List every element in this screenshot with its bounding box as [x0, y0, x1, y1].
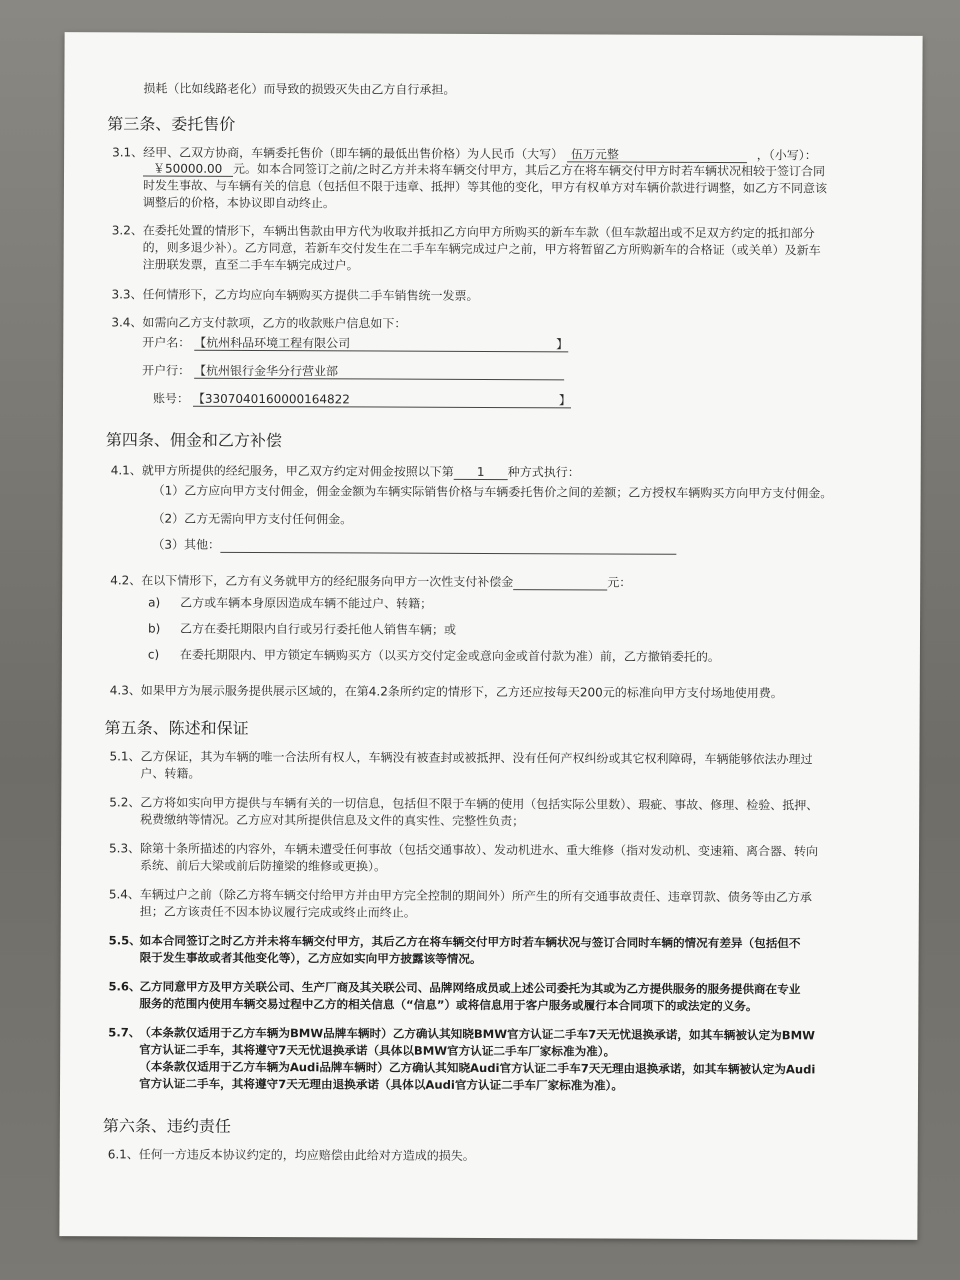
clause-4-3-text: 如果甲方为展示服务提供展示区域的，在第4.2条所约定的情形下，乙方还应按每天200元的标准向甲方支付场地使用费。	[140, 683, 783, 701]
bank-branch-value: 杭州银行金华分行营业部	[205, 363, 339, 379]
article-6-heading: 第六条、违约责任	[102, 1116, 231, 1136]
clause-3-1-line-3: 时发生事故、与车辆有关的信息（包括但不限于违章、抵押）等其他的变化，甲方有权单方对车辆价款进行调整，如乙方不同意该	[142, 178, 828, 196]
clause-5-7-number: 5.7、	[108, 1025, 141, 1040]
clause-4-2-lead: 在以下情形下，乙方有义务就甲方的经纪服务向甲方一次性支付补偿金	[141, 573, 514, 590]
clause-5-1-line-1: 乙方保证，其为车辆的唯一合法所有权人，车辆没有被查封或被抵押、没有任何产权纠纷或其它权利障碍，车辆能够依法办理过	[140, 749, 813, 767]
clause-6-1-text: 任何一方违反本协议约定的，均应赔偿由此给对方造成的损失。	[138, 1147, 475, 1163]
clause-3-3-number: 3.3、	[111, 287, 143, 302]
price-in-figures: ￥50000.00	[143, 160, 233, 176]
clause-5-6-line-1: 乙方同意甲方及甲方关联公司、生产厂商及其关联公司、品牌网络成员或上述公司委托为其或为乙方提供服务的服务提供商在专业	[139, 979, 801, 997]
article-4-heading: 第四条、佣金和乙方补偿	[105, 430, 282, 451]
clause-5-2-line-1: 乙方将如实向甲方提供与车辆有关的一切信息，包括但不限于车辆的使用（包括实际公里数）、瑕疵、事故、修理、检验、抵押、	[140, 795, 819, 813]
clause-3-3-text: 任何情形下，乙方均应向车辆购买方提供二手车销售统一发票。	[142, 287, 479, 303]
condition-a-text: 乙方或车辆本身原因造成车辆不能过户、转籍；	[180, 595, 433, 611]
bank-account-name-value: 杭州科品环境工程有限公司	[206, 335, 351, 351]
clause-5-6-number: 5.6、	[108, 979, 141, 994]
clause-3-1-cont: 元。如本合同签订之前/之时乙方并未将车辆交付甲方，其后乙方在将车辆交付甲方时若车辆状况相较于签订合同	[233, 161, 826, 179]
commission-option-3	[152, 537, 676, 555]
clause-5-1-line-2: 户、转籍。	[140, 766, 201, 781]
article-3-heading: 第三条、委托售价	[107, 114, 236, 134]
clause-3-2-number: 3.2、	[111, 223, 143, 238]
condition-b-label: b)	[147, 621, 161, 636]
commission-option-3-label: （3）其他：	[152, 537, 221, 552]
clause-3-4-text: 如需向乙方支付款项，乙方的收款账户信息如下：	[142, 315, 407, 331]
clause-3-2-line-3: 注册联发票，直至二手车车辆完成过户。	[142, 257, 359, 273]
clause-5-1-number: 5.1、	[109, 749, 141, 764]
clause-4-1-number: 4.1、	[110, 463, 142, 478]
clause-5-7-line-3: （本条款仅适用于乙方车辆为Audi品牌车辆时）乙方确认其知晓Audi官方认证二手车7天无理由退换承诺，如其车辆被认定为Audi	[139, 1059, 816, 1077]
clause-3-1-line-2	[143, 160, 825, 179]
clause-5-3-line-2: 系统、前后大梁或前后防撞梁的维修或更换）。	[139, 858, 387, 874]
clause-5-2-line-2: 税费缴纳等情况。乙方应对其所提供信息及文件的真实性、完整性负责；	[140, 812, 525, 829]
clause-3-1-line-4: 调整后的价格，本协议即自动终止。	[142, 195, 335, 211]
clause-5-6-line-2: 服务的范围内使用车辆交易过程中乙方的相关信息（“信息”）或将信息用于客户服务或履行本合同项下的或法定的义务。	[139, 996, 758, 1014]
clause-5-4-line-2: 担；乙方该责任不因本协议履行完成或终止而终止。	[139, 904, 416, 920]
clause-5-4-line-1: 车辆过户之前（除乙方将车辆交付给甲方并由甲方完全控制的期间外）所产生的所有交通事故责任、违章罚款、债务等由乙方承	[139, 887, 812, 905]
clause-3-2-line-2: 的，则多退少补）。乙方同意，若新车交付发生在二手车车辆完成过户之前，甲方将暂留乙方所购新车的合格证（或关单）及新车	[142, 240, 821, 258]
compensation-amount-blank	[513, 574, 607, 590]
condition-c-text: 在委托期限内、甲方锁定车辆购买方（以买方交付定金或意向金或首付款为准）前，乙方撤销委托的。	[179, 647, 720, 664]
clause-3-1-lower-label: ，（小写）：	[756, 148, 817, 163]
price-in-words: 伍万元整	[567, 146, 747, 163]
commission-option-1: （1）乙方应向甲方支付佣金，佣金金额为车辆实际销售价格与车辆委托售价之间的差额；乙方授权车辆购买方向甲方支付佣金。	[152, 483, 833, 501]
condition-a-label: a)	[148, 595, 161, 610]
bank-branch-field: 【杭州银行金华分行营业部	[194, 363, 564, 381]
clause-4-1-tail: 种方式执行：	[507, 465, 580, 480]
bank-account-number-field: 【3307040160000164822 】	[192, 391, 571, 408]
clause-3-4-number: 3.4、	[111, 315, 143, 330]
clause-5-5-line-2: 限于发生事故或者其他变化等），乙方应如实向甲方披露该等情况。	[139, 950, 482, 966]
article-5-heading: 第五条、陈述和保证	[104, 718, 249, 738]
clause-4-1-lead: 就甲方所提供的经纪服务，甲乙双方约定对佣金按照以下第	[141, 463, 454, 479]
bank-account-name-field: 【杭州科品环境工程有限公司 】	[194, 335, 569, 352]
clause-5-5-number: 5.5、	[108, 933, 141, 948]
bank-account-name-row	[142, 334, 568, 352]
bank-branch-row	[142, 362, 564, 380]
bank-account-name-label: 开户名：	[142, 335, 191, 350]
clause-5-7-line-2: 官方认证二手车，其将遵守7天无忧退换承诺（具体以BMW官方认证二手车厂家标准为准）。	[139, 1042, 616, 1059]
clause-5-5-line-1: 如本合同签订之时乙方并未将车辆交付甲方，其后乙方在将车辆交付甲方时若车辆状况与签订合同时车辆的情况有差异（包括但不	[139, 933, 801, 951]
commission-option-2: （2）乙方无需向甲方支付任何佣金。	[152, 511, 353, 527]
clause-5-7-line-1: （本条款仅适用于乙方车辆为BMW品牌车辆时）乙方确认其知晓BMW官方认证二手车7天无忧退换承诺，如其车辆被认定为BMW	[139, 1025, 815, 1043]
clause-3-2-line-1: 在委托处置的情形下，车辆出售款由甲方代为收取并抵扣乙方向甲方所购买的新车车款（但车款超出或不足双方约定的抵扣部分	[142, 223, 815, 241]
clause-4-1-text	[142, 462, 580, 480]
clause-4-2-number: 4.2、	[110, 573, 142, 588]
commission-other-blank	[220, 537, 676, 555]
clause-4-2-tail: 元：	[607, 575, 632, 590]
clause-6-1-number: 6.1、	[107, 1147, 139, 1162]
bank-branch-label: 开户行：	[142, 363, 191, 378]
contract-page	[59, 32, 922, 1240]
clause-3-1-number: 3.1、	[112, 145, 144, 160]
commission-option-choice: 1	[454, 464, 508, 480]
clause-5-4-number: 5.4、	[108, 887, 140, 902]
clause-5-3-line-1: 除第十条所描述的内容外，车辆未遭受任何事故（包括交通事故）、发动机进水、重大维修（指对发动机、变速箱、离合器、转向	[140, 841, 819, 859]
bank-account-number-row	[153, 391, 571, 409]
clause-4-3-number: 4.3、	[109, 683, 141, 698]
carryover-line: 损耗（比如线路老化）而导致的损毁灭失由乙方自行承担。	[143, 81, 456, 97]
clause-5-3-number: 5.3、	[109, 841, 141, 856]
condition-b-text: 乙方在委托期限内自行或另行委托他人销售车辆；或	[179, 621, 457, 637]
bank-account-number-label: 账号：	[153, 391, 190, 406]
clause-4-2-text	[141, 572, 631, 590]
clause-5-7-line-4: 官方认证二手车，其将遵守7天无理由退换承诺（具体以Audi官方认证二手车厂家标准为准）。	[139, 1076, 624, 1093]
bank-account-number-value: 3307040160000164822	[204, 391, 350, 407]
condition-c-label: c)	[147, 647, 160, 662]
clause-3-1-lead: 经甲、乙双方协商，车辆委托售价（即车辆的最低出售价格）为人民币（大写）	[143, 145, 564, 162]
clause-5-2-number: 5.2、	[109, 795, 141, 810]
